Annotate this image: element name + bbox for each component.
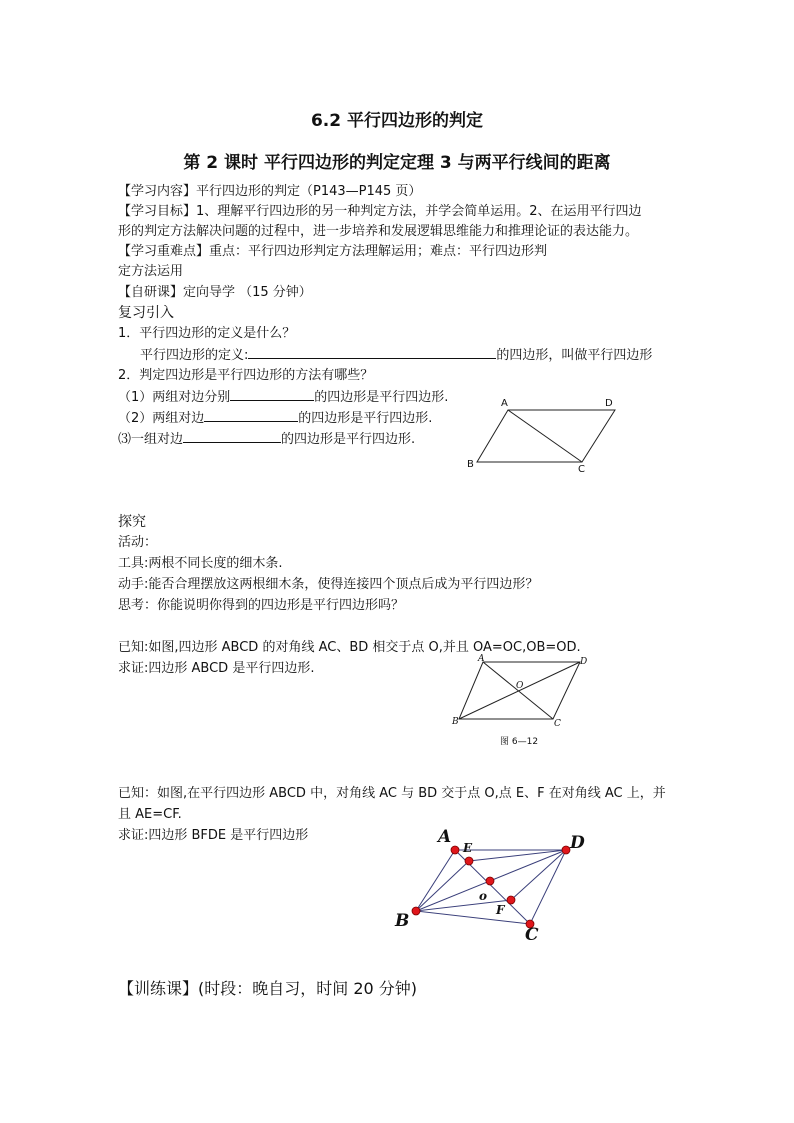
fig3-label-b: B (395, 911, 410, 931)
parallelogram-figure-3 (390, 822, 600, 945)
question-1: 1．平行四边形的定义是什么？ (118, 326, 296, 341)
fig3-label-e: E (463, 841, 473, 855)
method-2 (118, 408, 432, 429)
method-3 (118, 429, 415, 450)
fig1-label-c: C (578, 464, 585, 475)
think-text: 思考：你能说明你得到的四边形是平行四边形吗？ (118, 598, 405, 613)
question-2: 2．判定四边形是平行四边形的方法有哪些？ (118, 368, 374, 383)
point-b (412, 907, 420, 915)
given-1: 已知:如图,四边形 ABCD 的对角线 AC、BD 相交于点 O,并且 OA=OC,OB=OD. (118, 640, 581, 655)
q1-suffix: 的四边形，叫做平行四边形 (496, 348, 653, 363)
learning-goal-line1: 【学习目标】1、理解平行四边形的另一种判定方法，并学会简单运用。2、在运用平行四边 (118, 204, 642, 219)
point-e (465, 857, 473, 865)
point-d (562, 846, 570, 854)
prove-2: 求证:四边形 BFDE 是平行四边形 (118, 828, 309, 843)
given-2-line2: 且 AE=CF. (118, 807, 182, 822)
key-points-line1: 【学习重难点】重点：平行四边形判定方法理解运用；难点：平行四边形判 (118, 244, 548, 259)
prove-1: 求证:四边形 ABCD 是平行四边形. (118, 661, 315, 676)
review-heading: 复习引入 (118, 305, 174, 321)
page-subtitle: 第 2 课时 平行四边形的判定定理 3 与两平行线间的距离 (183, 153, 611, 173)
fig1-label-a: A (501, 398, 508, 409)
method-1-prefix: （1）两组对边分别 (118, 390, 231, 405)
point-o (486, 877, 494, 885)
method-2-prefix: （2）两组对边 (118, 411, 205, 426)
fig2-label-b: B (452, 717, 459, 727)
hands-on-text: 动手:能否合理摆放这两根细木条，使得连接四个顶点后成为平行四边形？ (118, 577, 539, 592)
fig2-label-d: D (580, 657, 588, 667)
point-f (507, 896, 515, 904)
self-study-heading: 【自研课】定向导学 （15 分钟） (118, 285, 312, 300)
fig2-label-a: A (478, 654, 485, 664)
q1-prefix: 平行四边形的定义: (140, 348, 249, 363)
fig3-label-f: F (496, 903, 505, 917)
method-3-prefix: ⑶一组对边 (118, 432, 184, 447)
given-2-line1: 已知：如图,在平行四边形 ABCD 中，对角线 AC 与 BD 交于点 O,点 E、F 在对角线 AC 上，并 (118, 786, 666, 801)
fig3-label-o: o (479, 889, 488, 903)
fig2-label-o: O (516, 681, 524, 691)
fig1-label-d: D (605, 398, 613, 409)
method-1-blank[interactable] (230, 387, 314, 401)
fig3-label-c: C (525, 925, 539, 945)
fig3-label-d: D (570, 833, 585, 853)
parallelogram-figure-1 (460, 392, 630, 482)
fig2-label-c: C (554, 719, 561, 729)
page-title: 6.2 平行四边形的判定 (310, 111, 484, 131)
activity-label: 活动： (118, 535, 158, 550)
method-1-suffix: 的四边形是平行四边形. (314, 390, 449, 405)
method-1 (118, 387, 448, 408)
fig1-label-b: B (467, 459, 474, 470)
point-a (451, 846, 459, 854)
training-heading: 【训练课】(时段：晚自习，时间 20 分钟) (118, 979, 418, 998)
method-2-suffix: 的四边形是平行四边形. (298, 411, 433, 426)
tools-text: 工具:两根不同长度的细木条. (118, 556, 283, 571)
explore-heading: 探究 (118, 514, 146, 530)
learning-goal-line2: 形的判定方法解决问题的过程中，进一步培养和发展逻辑思维能力和推理论证的表达能力。 (118, 224, 639, 239)
q1-blank[interactable] (248, 345, 496, 359)
learning-content: 【学习内容】平行四边形的判定（P143—P145 页） (118, 184, 422, 199)
method-2-blank[interactable] (204, 408, 298, 422)
method-3-suffix: 的四边形是平行四边形. (281, 432, 416, 447)
question-1-answer-line (140, 345, 652, 366)
key-points-line2: 定方法运用 (118, 264, 184, 279)
fig3-label-a: A (438, 827, 452, 847)
fig2-caption: 图 6—12 (500, 737, 539, 747)
method-3-blank[interactable] (183, 429, 281, 443)
parallelogram-figure-2 (450, 652, 600, 752)
